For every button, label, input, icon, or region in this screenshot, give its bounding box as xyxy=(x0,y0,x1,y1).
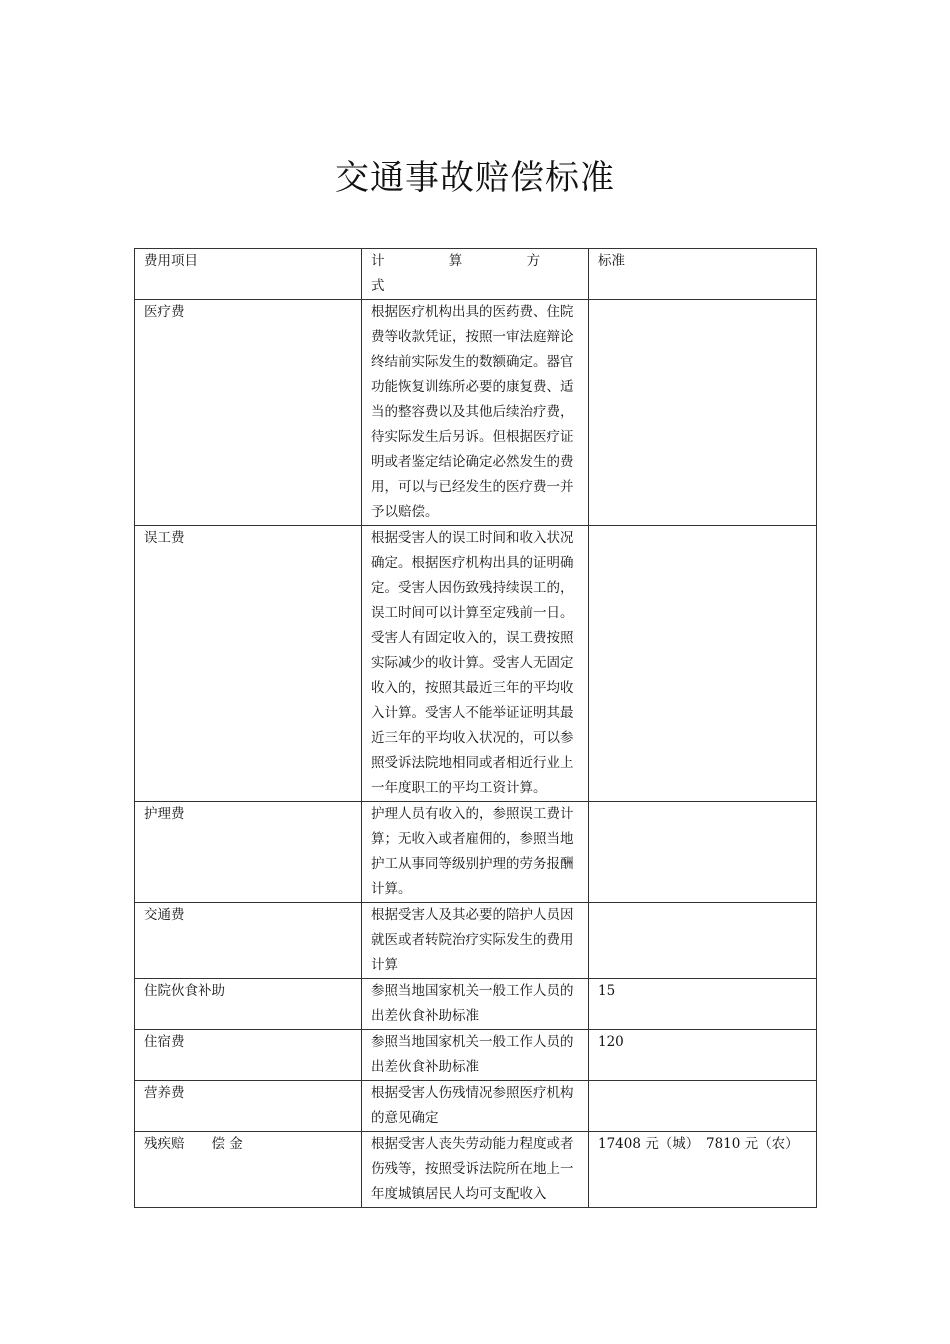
table-row xyxy=(135,526,817,802)
cell-method: 根据受害人的误工时间和收入状况确定。根据医疗机构出具的证明确定。受害人因伤致残持续误工的，误工时间可以计算至定残前一日。受害人有固定收入的，误工费按照实际减少的收计算。受害人无固定收入的，按照其最近三年的平均收入计算。受害人不能举证证明其最近三年的平均收入状况的，可以参照受诉法院地相同或者相近行业上一年度职工的平均工资计算。 xyxy=(362,526,589,802)
cell-item: 营养费 xyxy=(135,1081,362,1132)
table-row xyxy=(135,1030,817,1081)
page-title: 交通事故赔偿标准 xyxy=(335,158,615,198)
cell-standard xyxy=(589,1081,817,1132)
cell-item: 交通费 xyxy=(135,903,362,979)
table-row xyxy=(135,1132,817,1208)
table-row xyxy=(135,300,817,526)
table-row xyxy=(135,903,817,979)
table-header-row xyxy=(135,249,817,300)
table-row xyxy=(135,802,817,903)
cell-standard xyxy=(589,300,817,526)
header-method: 计 算 方 式 xyxy=(362,249,589,300)
cell-standard xyxy=(589,802,817,903)
compensation-table xyxy=(134,248,817,1208)
cell-item: 住院伙食补助 xyxy=(135,979,362,1030)
cell-method: 根据医疗机构出具的医药费、住院费等收款凭证，按照一审法庭辩论终结前实际发生的数额确定。器官功能恢复训练所必要的康复费、适当的整容费以及其他后续治疗费，待实际发生后另诉。但根据医疗证明或者鉴定结论确定必然发生的费用，可以与已经发生的医疗费一并予以赔偿。 xyxy=(362,300,589,526)
cell-method: 根据受害人丧失劳动能力程度或者伤残等，按照受诉法院所在地上一年度城镇居民人均可支配收入 xyxy=(362,1132,589,1208)
header-item: 费用项目 xyxy=(135,249,362,300)
cell-standard: 120 xyxy=(589,1030,817,1081)
cell-standard: 15 xyxy=(589,979,817,1030)
cell-method: 根据受害人及其必要的陪护人员因就医或者转院治疗实际发生的费用计算 xyxy=(362,903,589,979)
cell-item: 医疗费 xyxy=(135,300,362,526)
cell-method: 护理人员有收入的，参照误工费计算；无收入或者雇佣的，参照当地护工从事同等级别护理的劳务报酬计算。 xyxy=(362,802,589,903)
cell-standard: 17408 元（城） 7810 元（农） xyxy=(589,1132,817,1208)
cell-item: 残疾赔 偿 金 xyxy=(135,1132,362,1208)
cell-standard xyxy=(589,526,817,802)
header-standard: 标准 xyxy=(589,249,817,300)
table-row xyxy=(135,979,817,1030)
cell-method: 根据受害人伤残情况参照医疗机构的意见确定 xyxy=(362,1081,589,1132)
cell-method: 参照当地国家机关一般工作人员的出差伙食补助标准 xyxy=(362,1030,589,1081)
cell-item: 住宿费 xyxy=(135,1030,362,1081)
cell-item: 护理费 xyxy=(135,802,362,903)
table-row xyxy=(135,1081,817,1132)
cell-standard xyxy=(589,903,817,979)
cell-method: 参照当地国家机关一般工作人员的出差伙食补助标准 xyxy=(362,979,589,1030)
cell-item: 误工费 xyxy=(135,526,362,802)
